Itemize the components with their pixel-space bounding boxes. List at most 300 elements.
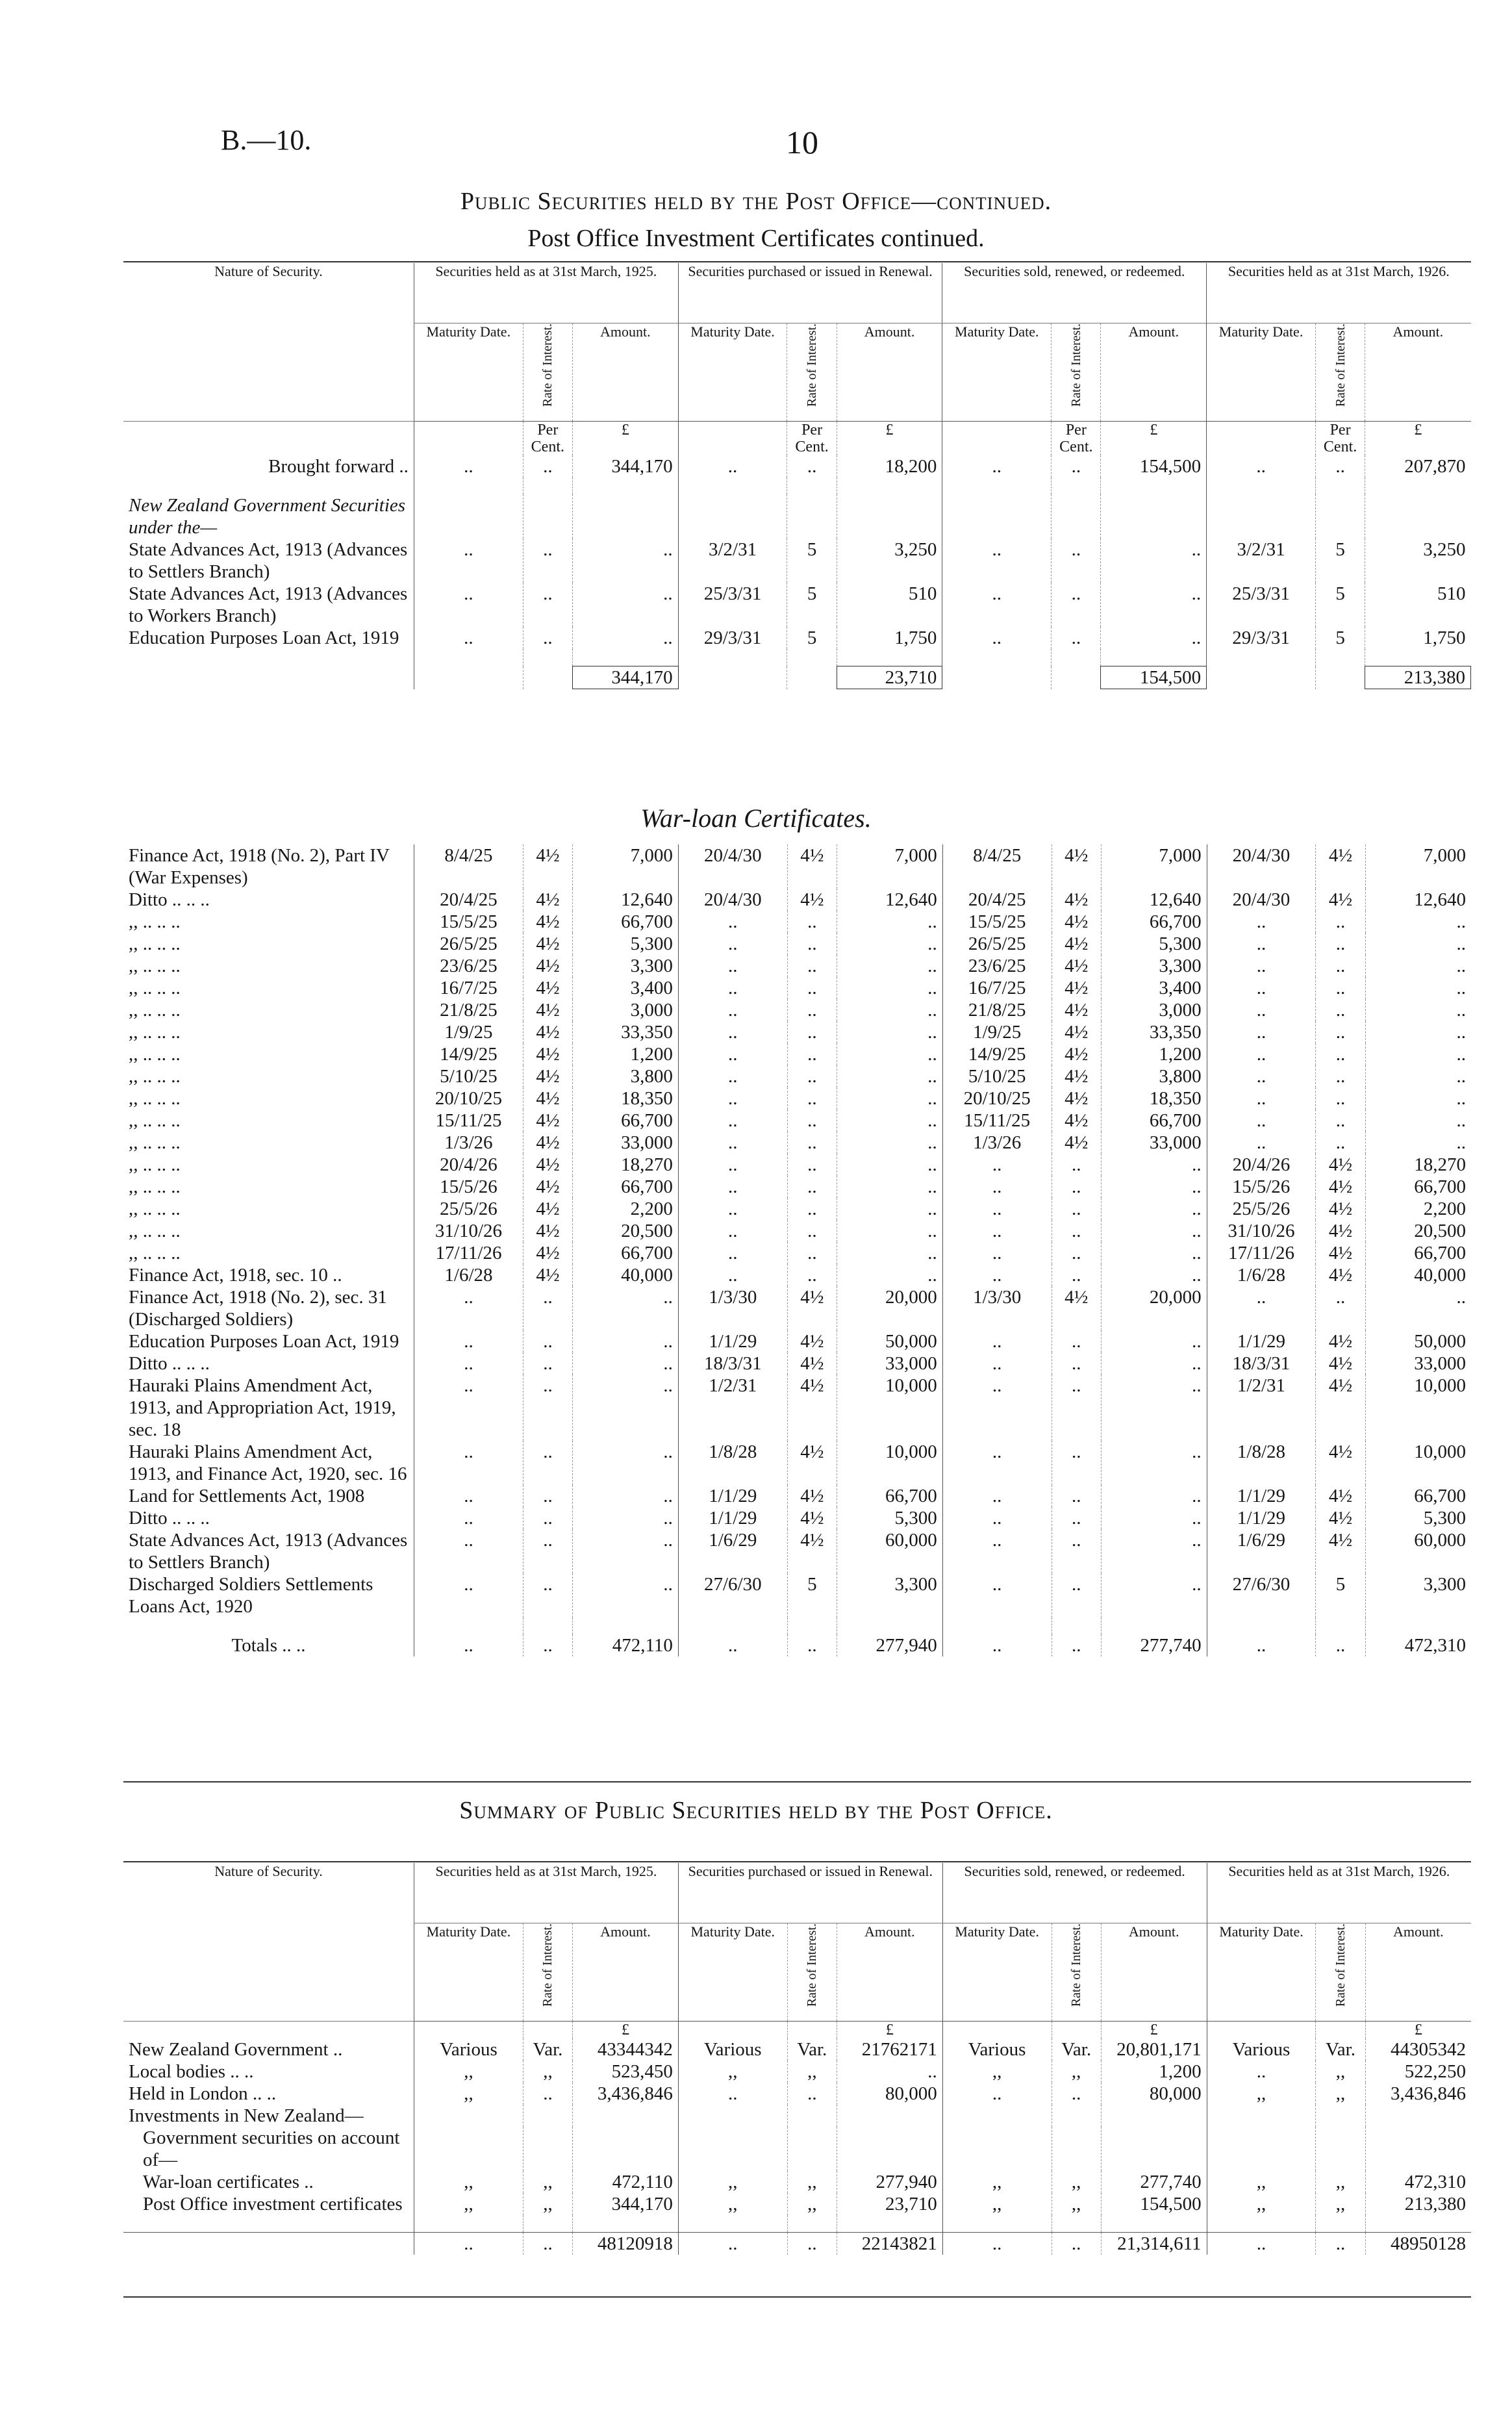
- cell: 4½: [1316, 1264, 1365, 1286]
- cell: 18/3/31: [1207, 1352, 1316, 1375]
- row-label: ,, .. .. ..: [129, 1243, 181, 1263]
- maturity-header: Maturity Date.: [942, 1923, 1052, 2022]
- cell: ..: [837, 1043, 943, 1065]
- cell: 4½: [787, 1330, 837, 1352]
- cell: ..: [1052, 1507, 1101, 1529]
- cell: 66,700: [1365, 1242, 1471, 1264]
- cell: ..: [1052, 1242, 1101, 1264]
- row-label: Ditto .. .. ..: [129, 1353, 210, 1374]
- cell: ..: [523, 1485, 572, 1507]
- cell: ..: [1101, 1198, 1207, 1220]
- cell: ..: [678, 1132, 787, 1154]
- cell: 4½: [787, 1441, 837, 1485]
- summary-title: Summary of Public Securities held by the Post Office.: [459, 1797, 1053, 1824]
- cell: ,,: [678, 2061, 787, 2083]
- cell: ..: [837, 1198, 943, 1220]
- cell: 472,110: [573, 1634, 679, 1656]
- cell: 472,310: [1365, 1634, 1471, 1656]
- investment-certificates-table: [123, 263, 1471, 689]
- cell: ..: [1316, 1110, 1365, 1132]
- cell: [414, 2127, 523, 2171]
- cell: 66,700: [573, 1176, 679, 1198]
- cell: ,,: [523, 2193, 572, 2215]
- cell: ..: [1207, 1065, 1316, 1087]
- cell: ..: [1101, 1330, 1207, 1352]
- cell: ..: [1365, 977, 1471, 999]
- cell: 23,710: [837, 2193, 942, 2215]
- cell: ,,: [942, 2171, 1052, 2193]
- cell: ..: [837, 1242, 943, 1264]
- row-label: ,, .. .. ..: [129, 1088, 181, 1109]
- cell: 4½: [1052, 1286, 1101, 1330]
- cell: 1/3/26: [942, 1132, 1052, 1154]
- cell: 472,310: [1365, 2171, 1471, 2193]
- cell: ..: [414, 539, 523, 583]
- cell: 40,000: [573, 1264, 679, 1286]
- cell: ..: [678, 1634, 787, 1656]
- table-row: [123, 2193, 1471, 2215]
- table-row: [123, 1441, 1471, 1485]
- total-amount: 344,170: [572, 666, 678, 689]
- cell: ..: [678, 1198, 787, 1220]
- cell: 21762171: [837, 2038, 942, 2061]
- cell: ..: [1316, 1132, 1365, 1154]
- summary-totals-row: [123, 2233, 1471, 2255]
- cell: ..: [1316, 2233, 1365, 2255]
- cell: 5: [1316, 1573, 1365, 1617]
- total-amount: 213,380: [1365, 666, 1471, 689]
- cell: ..: [837, 1220, 943, 1242]
- cell: ..: [787, 955, 837, 977]
- cell: 4½: [523, 1264, 572, 1286]
- cell: ..: [1052, 627, 1101, 649]
- amount-header: Amount.: [837, 323, 942, 422]
- cell: 50,000: [837, 1330, 943, 1352]
- cell: 1/9/25: [942, 1021, 1052, 1043]
- cell: ..: [414, 1352, 523, 1375]
- cell: 29/3/31: [678, 627, 787, 649]
- cell: 4½: [1316, 1242, 1365, 1264]
- cell: ..: [573, 1375, 679, 1441]
- cell: ..: [1052, 1220, 1101, 1242]
- cell: 18,350: [573, 1087, 679, 1110]
- cell: 4½: [787, 1529, 837, 1573]
- cell: 4½: [787, 1485, 837, 1507]
- row-label: State Advances Act, 1913 (Advances to Settlers Branch): [129, 1530, 408, 1573]
- cell: ..: [678, 955, 787, 977]
- cell: 1/2/31: [1207, 1375, 1316, 1441]
- cell: 3,300: [837, 1573, 943, 1617]
- cell: 4½: [523, 1065, 572, 1087]
- row-label: Brought forward ..: [268, 456, 409, 477]
- cell: [573, 2105, 679, 2127]
- cell: ..: [1365, 955, 1471, 977]
- cell: ..: [1207, 999, 1316, 1021]
- row-label: Land for Settlements Act, 1908: [129, 1486, 365, 1506]
- cell: ..: [942, 1352, 1052, 1375]
- cell: ..: [942, 1176, 1052, 1198]
- cell: 1,750: [1365, 627, 1471, 649]
- cell: 4½: [787, 889, 837, 911]
- cell: 4½: [523, 1176, 572, 1198]
- unit-pound: £: [1101, 2022, 1207, 2039]
- row-label: State Advances Act, 1913 (Advances to Workers Branch): [129, 583, 408, 626]
- cell: [787, 2105, 837, 2127]
- cell: ..: [942, 1154, 1052, 1176]
- cell: ..: [1365, 1286, 1471, 1330]
- table-row: [123, 955, 1471, 977]
- table-row: [123, 1043, 1471, 1065]
- cell: 277,940: [837, 1634, 943, 1656]
- group-header-1926: Securities held as at 31st March, 1926.: [1207, 263, 1471, 323]
- cell: ..: [1101, 1375, 1207, 1441]
- table-row: [123, 1242, 1471, 1264]
- cell: 5: [787, 1573, 837, 1617]
- row-label: Investments in New Zealand—: [129, 2105, 364, 2126]
- cell: 20/4/30: [678, 889, 787, 911]
- cell: ..: [787, 2083, 837, 2105]
- cell: ..: [1207, 1087, 1316, 1110]
- cell: 1/3/30: [678, 1286, 787, 1330]
- cell: ..: [1365, 1110, 1471, 1132]
- cell: 20,000: [1101, 1286, 1207, 1330]
- row-label: Hauraki Plains Amendment Act, 1913, and Appropriation Act, 1919, sec. 18: [129, 1375, 396, 1440]
- cell: 22143821: [837, 2233, 942, 2255]
- cell: [942, 2105, 1052, 2127]
- cell: 20/4/25: [942, 889, 1052, 911]
- row-label: Discharged Soldiers Settlements Loans Act, 1920: [129, 1574, 373, 1617]
- cell: 15/5/26: [1207, 1176, 1316, 1198]
- cell: ..: [1101, 583, 1207, 627]
- cell: ,,: [1316, 2061, 1365, 2083]
- cell: [1207, 2127, 1316, 2171]
- cell: ..: [523, 1375, 572, 1441]
- cell: ..: [1316, 955, 1365, 977]
- cell: 4½: [523, 1110, 572, 1132]
- cell: ..: [787, 1220, 837, 1242]
- cell: 4½: [1316, 1507, 1365, 1529]
- cell: ..: [1101, 1176, 1207, 1198]
- rate-header: Rate of Interest.: [1333, 1923, 1348, 2007]
- cell: ,,: [787, 2193, 837, 2215]
- cell: ..: [942, 1330, 1052, 1352]
- cell: 4½: [523, 1087, 572, 1110]
- cell: ..: [1207, 2061, 1316, 2083]
- cell: Various: [942, 2038, 1052, 2061]
- cell: [787, 2127, 837, 2171]
- cell: 277,740: [1101, 2171, 1207, 2193]
- cell: 80,000: [837, 2083, 942, 2105]
- amount-header: Amount.: [572, 323, 678, 422]
- cell: ..: [1316, 1286, 1365, 1330]
- cell: ..: [787, 911, 837, 933]
- cell: 4½: [523, 1043, 572, 1065]
- table-row: [123, 1087, 1471, 1110]
- header-top-rule: [123, 261, 1471, 262]
- cell: 33,350: [573, 1021, 679, 1043]
- cell: ,,: [1207, 2193, 1316, 2215]
- unit-percent: Per Cent.: [787, 422, 837, 456]
- cell: ..: [1207, 911, 1316, 933]
- cell: 3/2/31: [1207, 539, 1316, 583]
- cell: ,,: [942, 2193, 1052, 2215]
- cell: ..: [1052, 1529, 1101, 1573]
- unit-percent: Per Cent.: [1315, 422, 1365, 456]
- cell: ..: [523, 1352, 572, 1375]
- cell: 4½: [523, 1220, 572, 1242]
- cell: ..: [787, 999, 837, 1021]
- cell: ..: [678, 977, 787, 999]
- cell: 20,801,171: [1101, 2038, 1207, 2061]
- summary-top-rule: [123, 1861, 1471, 1862]
- cell: Var.: [1316, 2038, 1365, 2061]
- cell: 154,500: [1101, 2193, 1207, 2215]
- cell: ..: [523, 2233, 572, 2255]
- cell: ..: [678, 1043, 787, 1065]
- cell: ,,: [678, 2193, 787, 2215]
- cell: ..: [1101, 1352, 1207, 1375]
- cell: ..: [1365, 1043, 1471, 1065]
- cell: 20,500: [1365, 1220, 1471, 1242]
- cell: 48120918: [573, 2233, 679, 2255]
- cell: ..: [787, 1176, 837, 1198]
- row-label: New Zealand Government ..: [129, 2039, 343, 2060]
- cell: 5,300: [573, 933, 679, 955]
- cell: 48950128: [1365, 2233, 1471, 2255]
- cell: ..: [837, 1021, 943, 1043]
- cell: ..: [523, 455, 572, 477]
- cell: ..: [787, 2233, 837, 2255]
- cell: ..: [942, 539, 1052, 583]
- cell: 4½: [1316, 844, 1365, 889]
- cell: 4½: [523, 1132, 572, 1154]
- unit-pound: £: [837, 422, 942, 456]
- cell: 16/7/25: [414, 977, 523, 999]
- cell: [1365, 2105, 1471, 2127]
- table-row: [123, 999, 1471, 1021]
- cell: ..: [573, 1573, 679, 1617]
- cell: ..: [1101, 1573, 1207, 1617]
- cell: 5/10/25: [414, 1065, 523, 1087]
- investment-totals-row: [123, 666, 1471, 689]
- cell: 1/3/26: [414, 1132, 523, 1154]
- warloan-title: War-loan Certificates.: [640, 804, 872, 833]
- cell: ..: [837, 977, 943, 999]
- maturity-header: Maturity Date.: [414, 323, 523, 422]
- cell: [1207, 2105, 1316, 2127]
- row-label: ,, .. .. ..: [129, 1110, 181, 1131]
- cell: ..: [523, 1507, 572, 1529]
- cell: [942, 2127, 1052, 2171]
- cell: ..: [1315, 455, 1365, 477]
- cell: ..: [1052, 1154, 1101, 1176]
- cell: ..: [414, 1573, 523, 1617]
- cell: 4½: [523, 977, 572, 999]
- page-number: 10: [786, 124, 818, 160]
- cell: 16/7/25: [942, 977, 1052, 999]
- cell: ..: [678, 1176, 787, 1198]
- cell: 23/6/25: [942, 955, 1052, 977]
- cell: ..: [787, 1132, 837, 1154]
- cell: ..: [1101, 1507, 1207, 1529]
- cell: 5: [787, 583, 837, 627]
- unit-percent: Per Cent.: [1052, 422, 1101, 456]
- cell: ..: [942, 583, 1052, 627]
- cell: 12,640: [1365, 889, 1471, 911]
- row-label: ,, .. .. ..: [129, 1044, 181, 1065]
- cell: 4½: [523, 844, 572, 889]
- row-label: ,, .. .. ..: [129, 1199, 181, 1219]
- cell: ..: [942, 1507, 1052, 1529]
- cell: ..: [1316, 999, 1365, 1021]
- maturity-header: Maturity Date.: [1207, 323, 1316, 422]
- cell: ..: [573, 1507, 679, 1529]
- cell: 20/4/30: [1207, 889, 1316, 911]
- row-label: ,, .. .. ..: [129, 1066, 181, 1087]
- cell: ..: [573, 1286, 679, 1330]
- nature-header: Nature of Security.: [123, 263, 414, 422]
- cell: ,,: [414, 2193, 523, 2215]
- cell: ..: [942, 2083, 1052, 2105]
- cell: ..: [1052, 1352, 1101, 1375]
- cell: [678, 2127, 787, 2171]
- cell: 3,250: [1365, 539, 1471, 583]
- cell: ..: [523, 1286, 572, 1330]
- cell: 4½: [787, 1375, 837, 1441]
- cell: ..: [1316, 911, 1365, 933]
- cell: ..: [942, 1529, 1052, 1573]
- cell: Various: [1207, 2038, 1316, 2061]
- cell: ..: [678, 1220, 787, 1242]
- cell: ..: [678, 1242, 787, 1264]
- cell: 25/5/26: [414, 1198, 523, 1220]
- cell: 4½: [523, 1154, 572, 1176]
- cell: 277,740: [1101, 1634, 1207, 1656]
- cell: ..: [942, 627, 1052, 649]
- table-row: [123, 977, 1471, 999]
- table-row: [123, 1375, 1471, 1441]
- cell: 3,436,846: [1365, 2083, 1471, 2105]
- group-header-sold: Securities sold, renewed, or redeemed.: [942, 1863, 1207, 1923]
- cell: ..: [1316, 977, 1365, 999]
- cell: ..: [942, 1485, 1052, 1507]
- table-row: [123, 1132, 1471, 1154]
- cell: 8/4/25: [942, 844, 1052, 889]
- cell: 4½: [787, 1286, 837, 1330]
- cell: 10,000: [1365, 1441, 1471, 1485]
- section-subtitle: Post Office Investment Certificates continued.: [527, 225, 985, 252]
- cell: ..: [1207, 1132, 1316, 1154]
- cell: ,,: [1207, 2083, 1316, 2105]
- group-header-1925: Securities held as at 31st March, 1925.: [414, 1863, 679, 1923]
- table-row: [123, 933, 1471, 955]
- cell: 4½: [1316, 1198, 1365, 1220]
- cell: ..: [1365, 1087, 1471, 1110]
- cell: 4½: [1052, 955, 1101, 977]
- cell: ..: [523, 1634, 572, 1656]
- cell: 4½: [523, 1198, 572, 1220]
- cell: ..: [837, 2061, 942, 2083]
- maturity-header: Maturity Date.: [678, 1923, 787, 2022]
- cell: ..: [678, 1065, 787, 1087]
- cell: ..: [787, 1198, 837, 1220]
- rate-header: Rate of Interest.: [1333, 323, 1348, 407]
- cell: ..: [414, 455, 523, 477]
- group-header-1925: Securities held as at 31st March, 1925.: [414, 263, 678, 323]
- table-row: [123, 1154, 1471, 1176]
- cell: 15/5/26: [414, 1176, 523, 1198]
- cell: [1101, 2127, 1207, 2171]
- cell: 66,700: [573, 911, 679, 933]
- table-row: [123, 539, 1471, 583]
- table-row: [123, 2105, 1471, 2127]
- cell: ..: [414, 583, 523, 627]
- cell: ..: [837, 1110, 943, 1132]
- maturity-header: Maturity Date.: [1207, 1923, 1316, 2022]
- cell: ..: [787, 1087, 837, 1110]
- cell: 4½: [1052, 977, 1101, 999]
- total-amount: 154,500: [1101, 666, 1207, 689]
- cell: 20/10/25: [942, 1087, 1052, 1110]
- table-row: [123, 1176, 1471, 1198]
- cell: 5: [787, 539, 837, 583]
- cell: ..: [787, 1242, 837, 1264]
- cell: 23/6/25: [414, 955, 523, 977]
- cell: 207,870: [1365, 455, 1471, 477]
- cell: 44305342: [1365, 2038, 1471, 2061]
- cell: Var.: [523, 2038, 572, 2061]
- cell: ..: [942, 1264, 1052, 1286]
- cell: ,,: [942, 2061, 1052, 2083]
- cell: ..: [942, 1634, 1052, 1656]
- cell: 10,000: [1365, 1375, 1471, 1441]
- cell: Various: [678, 2038, 787, 2061]
- row-label: Government securities on account of—: [143, 2127, 400, 2170]
- cell: 1,200: [1101, 2061, 1207, 2083]
- cell: 5,300: [1365, 1507, 1471, 1529]
- cell: 4½: [1316, 1529, 1365, 1573]
- cell: 21/8/25: [414, 999, 523, 1021]
- maturity-header: Maturity Date.: [678, 323, 787, 422]
- row-label: Post Office investment certificates: [143, 2194, 403, 2214]
- cell: ..: [678, 1087, 787, 1110]
- cell: 2,200: [573, 1198, 679, 1220]
- cell: 277,940: [837, 2171, 942, 2193]
- cell: ..: [942, 1198, 1052, 1220]
- amount-header: Amount.: [837, 1923, 942, 2022]
- row-label: Education Purposes Loan Act, 1919: [129, 1331, 399, 1352]
- cell: ..: [837, 1176, 943, 1198]
- cell: ..: [1052, 1198, 1101, 1220]
- cell: 20/4/30: [678, 844, 787, 889]
- cell: 1/9/25: [414, 1021, 523, 1043]
- cell: 66,700: [837, 1485, 943, 1507]
- cell: ..: [523, 627, 572, 649]
- cell: ..: [572, 583, 678, 627]
- cell: ..: [837, 1264, 943, 1286]
- maturity-header: Maturity Date.: [942, 323, 1052, 422]
- row-label: ,, .. .. ..: [129, 1000, 181, 1021]
- cell: 17/11/26: [1207, 1242, 1316, 1264]
- cell: 60,000: [837, 1529, 943, 1573]
- cell: 15/5/25: [414, 911, 523, 933]
- cell: 4½: [523, 933, 572, 955]
- cell: ..: [787, 1110, 837, 1132]
- cell: 213,380: [1365, 2193, 1471, 2215]
- cell: ,,: [1316, 2083, 1365, 2105]
- cell: 3,300: [573, 955, 679, 977]
- cell: 1,200: [1101, 1043, 1207, 1065]
